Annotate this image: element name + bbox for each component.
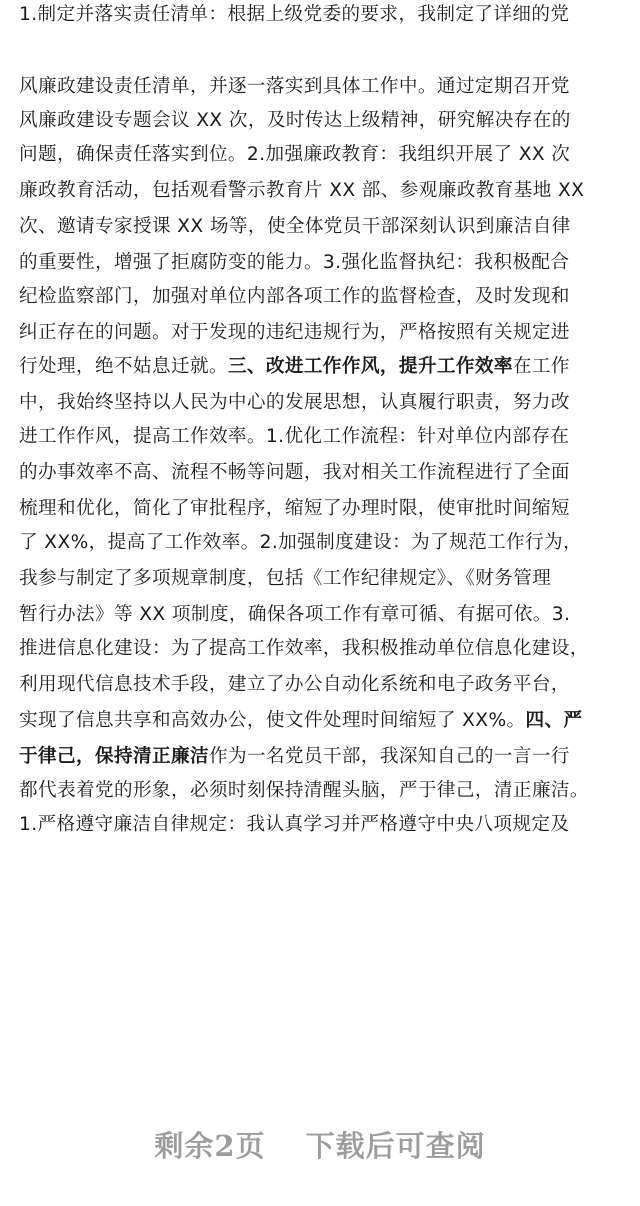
body-text: 梳理和优化，简化了审批程序，缩短了办理时限，使审批时间缩短: [19, 498, 570, 519]
text-line: [19, 2, 623, 28]
bold-heading-text: 四、严: [525, 710, 583, 731]
body-text: 中，我始终坚持以人民为中心的发展思想，认真履行职责，努力改: [19, 392, 570, 413]
text-line: [19, 672, 623, 698]
body-text: 利用现代信息技术手段，建立了办公自动化系统和电子政务平台，: [19, 674, 570, 695]
text-line: [19, 390, 623, 416]
text-line: [19, 354, 623, 380]
text-line: [19, 320, 623, 346]
text-line: [19, 708, 623, 734]
download-prompt-label: 下载后可查阅: [305, 1129, 486, 1163]
body-text: 纪检监察部门，加强对单位内部各项工作的监督检查，及时发现和: [19, 286, 570, 307]
bold-heading-text: 三、改进工作作风，提升工作效率: [227, 356, 513, 377]
body-text: 廉政教育活动，包括观看警示教育片 XX 部、参观廉政教育基地 XX: [19, 180, 585, 201]
body-text: 推进信息化建设：为了提高工作效率，我积极推动单位信息化建设，: [19, 638, 589, 659]
body-text: 我参与制定了多项规章制度，包括《工作纪律规定》、《财务管理: [19, 568, 552, 589]
body-text: 纠正存在的问题。对于发现的违纪违规行为，严格按照有关规定进: [19, 322, 570, 343]
body-text: 作为一名党员干部，我深知自己的一言一行: [208, 746, 570, 767]
text-line: [19, 214, 623, 240]
text-line: [19, 424, 623, 450]
body-text: 实现了信息共享和高效办公，使文件处理时间缩短了 XX%。: [19, 710, 526, 731]
download-footer[interactable]: [0, 1124, 640, 1165]
body-text: 1.严格遵守廉洁自律规定：我认真学习并严格遵守中央八项规定及: [19, 814, 570, 835]
body-text: 进工作作风，提高工作效率。1.优化工作流程：针对单位内部存在: [19, 426, 570, 447]
body-text: 次、邀请专家授课 XX 场等，使全体党员干部深刻认识到廉洁自律: [19, 216, 571, 237]
text-line: [19, 496, 623, 522]
text-line: [19, 602, 623, 628]
remaining-pages-label: 剩余2页: [154, 1129, 266, 1163]
body-text: 了 XX%，提高了工作效率。2.加强制度建设：为了规范工作行为，: [19, 532, 583, 553]
text-line: [19, 636, 623, 662]
body-text: 暂行办法》等 XX 项制度，确保各项工作有章可循、有据可依。3.: [19, 604, 571, 625]
body-text: 的办事效率不高、流程不畅等问题，我对相关工作流程进行了全面: [19, 462, 570, 483]
text-line: [19, 460, 623, 486]
text-line: [19, 178, 623, 204]
body-text: 风廉政建设责任清单，并逐一落实到具体工作中。通过定期召开党: [19, 76, 570, 97]
text-line: [19, 250, 623, 276]
body-text: 风廉政建设专题会议 XX 次，及时传达上级精神，研究解决存在的: [19, 110, 571, 131]
body-text: 行处理，绝不姑息迁就。: [19, 356, 228, 377]
body-text: 的重要性，增强了拒腐防变的能力。3.强化监督执纪：我积极配合: [19, 252, 570, 273]
text-line: [19, 566, 623, 592]
text-line: [19, 744, 623, 770]
body-text: 1.制定并落实责任清单：根据上级党委的要求，我制定了详细的党: [19, 4, 570, 25]
body-text: 都代表着党的形象，必须时刻保持清醒头脑，严于律己，清正廉洁。: [19, 780, 589, 801]
text-line: [19, 778, 623, 804]
text-line: [19, 74, 623, 100]
body-text: 在工作: [512, 356, 570, 377]
body-text: 问题，确保责任落实到位。2.加强廉政教育：我组织开展了 XX 次: [19, 144, 571, 165]
text-line: [19, 142, 623, 168]
text-line: [19, 108, 623, 134]
text-line: [19, 284, 623, 310]
text-line: [19, 530, 623, 556]
text-line: [19, 812, 623, 838]
bold-heading-text: 于律己，保持清正廉洁: [19, 746, 209, 767]
